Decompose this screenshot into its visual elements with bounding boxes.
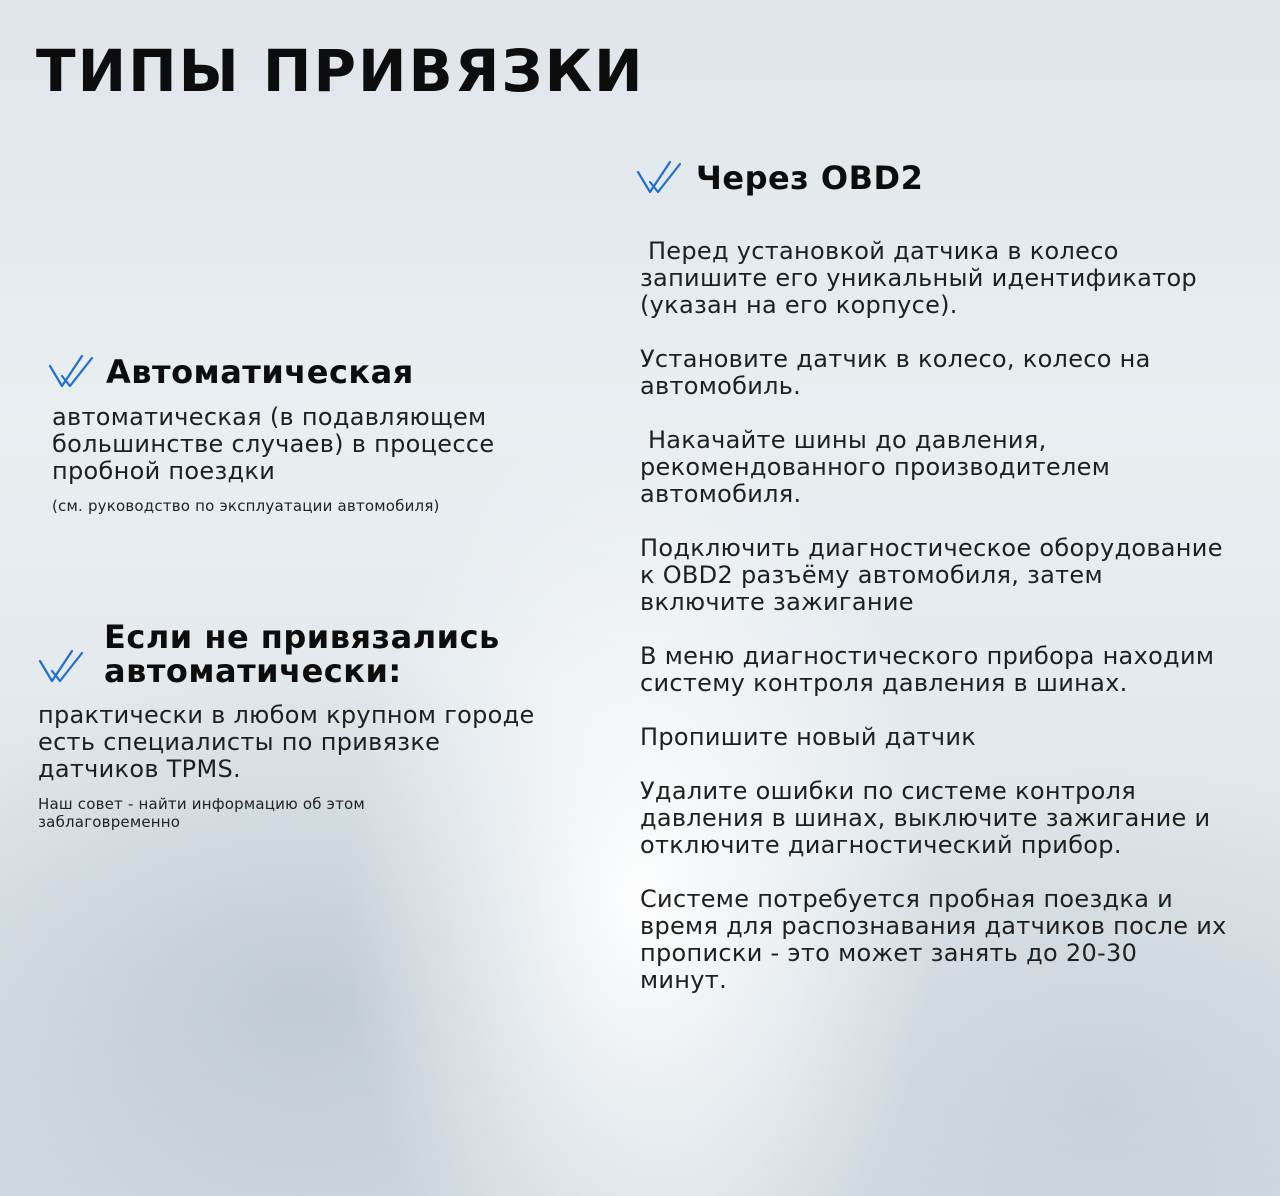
section-automatic-note: (см. руководство по эксплуатации автомобиля) bbox=[52, 497, 440, 515]
section-obd2 bbox=[636, 160, 1256, 1021]
obd2-step: Системе потребуется пробная поездка и время для распознавания датчиков после их прописки - это может занять до 20-30 минут. bbox=[640, 885, 1227, 994]
obd2-step: Установите датчик в колесо, колесо на автомобиль. bbox=[640, 345, 1151, 400]
double-check-icon bbox=[38, 649, 86, 685]
section-manual-body: практически в любом крупном городе есть специалисты по привязке датчиков TPMS. bbox=[38, 701, 535, 783]
section-obd2-header bbox=[636, 160, 1256, 196]
obd2-steps-list bbox=[636, 238, 1256, 994]
section-manual bbox=[38, 620, 598, 831]
section-automatic bbox=[48, 354, 608, 515]
section-automatic-title: Автоматическая bbox=[106, 353, 414, 391]
section-manual-note: Наш совет - найти информацию об этом заблаговременно bbox=[38, 795, 365, 831]
section-obd2-title: Через OBD2 bbox=[696, 159, 924, 197]
double-check-icon bbox=[48, 354, 96, 390]
obd2-step: Накачайте шины до давления, рекомендованного производителем автомобиля. bbox=[640, 426, 1119, 508]
double-check-icon bbox=[636, 160, 684, 196]
section-manual-header bbox=[38, 620, 598, 688]
obd2-step: Удалите ошибки по системе контроля давления в шинах, выключите зажигание и отключите диагностический прибор. bbox=[640, 777, 1211, 859]
section-automatic-body: автоматическая (в подавляющем большинстве случаев) в процессе пробной поездки bbox=[52, 403, 495, 485]
obd2-step: В меню диагностического прибора находим систему контроля давления в шинах. bbox=[640, 642, 1215, 697]
obd2-step: Подключить диагностическое оборудование к OBD2 разъёму автомобиля, затем включите зажигание bbox=[640, 534, 1223, 616]
section-automatic-header bbox=[48, 354, 608, 390]
section-manual-title: Если не привязались автоматически: bbox=[104, 618, 500, 690]
page-title: ТИПЫ ПРИВЯЗКИ bbox=[36, 37, 645, 105]
obd2-step: Пропишите новый датчик bbox=[640, 723, 977, 751]
obd2-step: Перед установкой датчика в колесо запишите его уникальный идентификатор (указан на его корпусе). bbox=[640, 237, 1205, 319]
